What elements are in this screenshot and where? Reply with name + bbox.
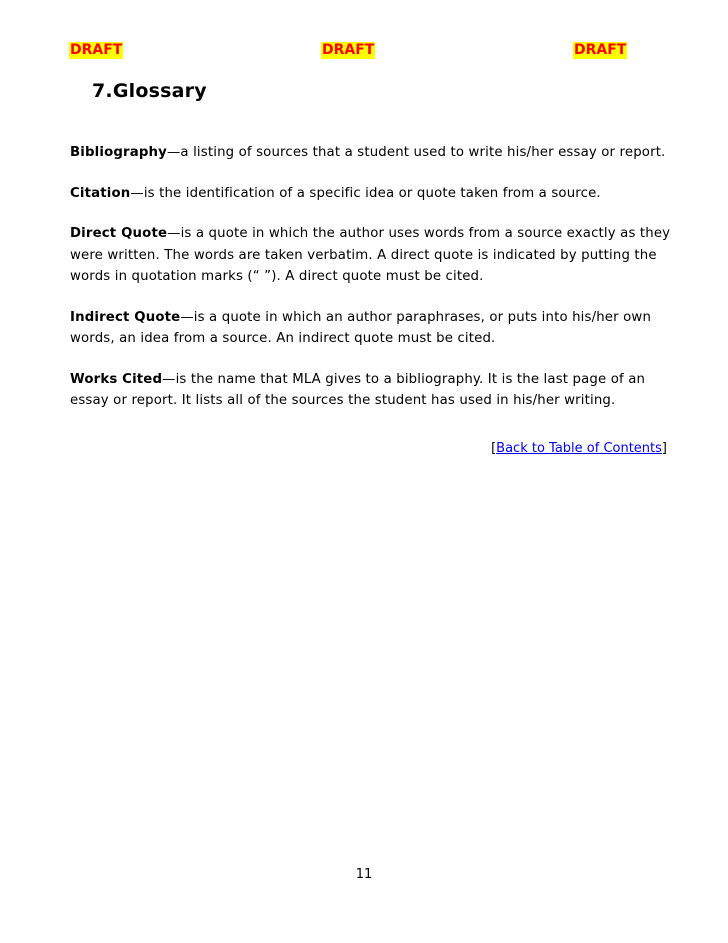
draft-label-center: DRAFT (322, 42, 375, 58)
glossary-entry-works-cited (70, 369, 674, 412)
glossary-entry-citation (70, 183, 674, 205)
glossary-term: Indirect Quote (70, 309, 181, 325)
bracket-close: ] (661, 441, 667, 456)
back-to-toc (491, 440, 667, 457)
page-number: 11 (355, 867, 373, 882)
glossary-definition: —is a quote in which an author paraphrases, or puts into his/her own words, an idea from a source. An indirect quote must be cited. (70, 309, 652, 346)
glossary-term: Direct Quote (70, 226, 168, 241)
glossary-definition: —is the identification of a specific idea or quote taken from a source. (130, 185, 601, 201)
glossary-term: Citation (70, 185, 131, 201)
bracket-open: [ (491, 441, 497, 456)
glossary-entry-indirect-quote (70, 307, 674, 350)
glossary-definition: —a listing of sources that a student used to write his/her essay or report. (166, 145, 666, 160)
draft-label-left: DRAFT (70, 42, 123, 58)
glossary-definition: —is a quote in which the author uses words from a source exactly as they were written. The words are taken verbatim. A direct quote is indicated by putting the words in quotation marks (“ ”). A direct quote must be cited. (70, 226, 671, 284)
glossary-list (70, 142, 674, 431)
glossary-term: Works Cited (70, 371, 163, 387)
glossary-definition: —is the name that MLA gives to a bibliography. It is the last page of an essay or report. It lists all of the sources the student has used in his/her writing. (70, 371, 646, 408)
section-heading: 7.Glossary (92, 80, 207, 102)
glossary-term: Bibliography (70, 145, 167, 160)
back-to-toc-link[interactable]: Back to Table of Contents (496, 441, 662, 456)
draft-label-right: DRAFT (574, 42, 627, 58)
glossary-entry-direct-quote (70, 223, 674, 288)
glossary-entry-bibliography (70, 142, 674, 164)
